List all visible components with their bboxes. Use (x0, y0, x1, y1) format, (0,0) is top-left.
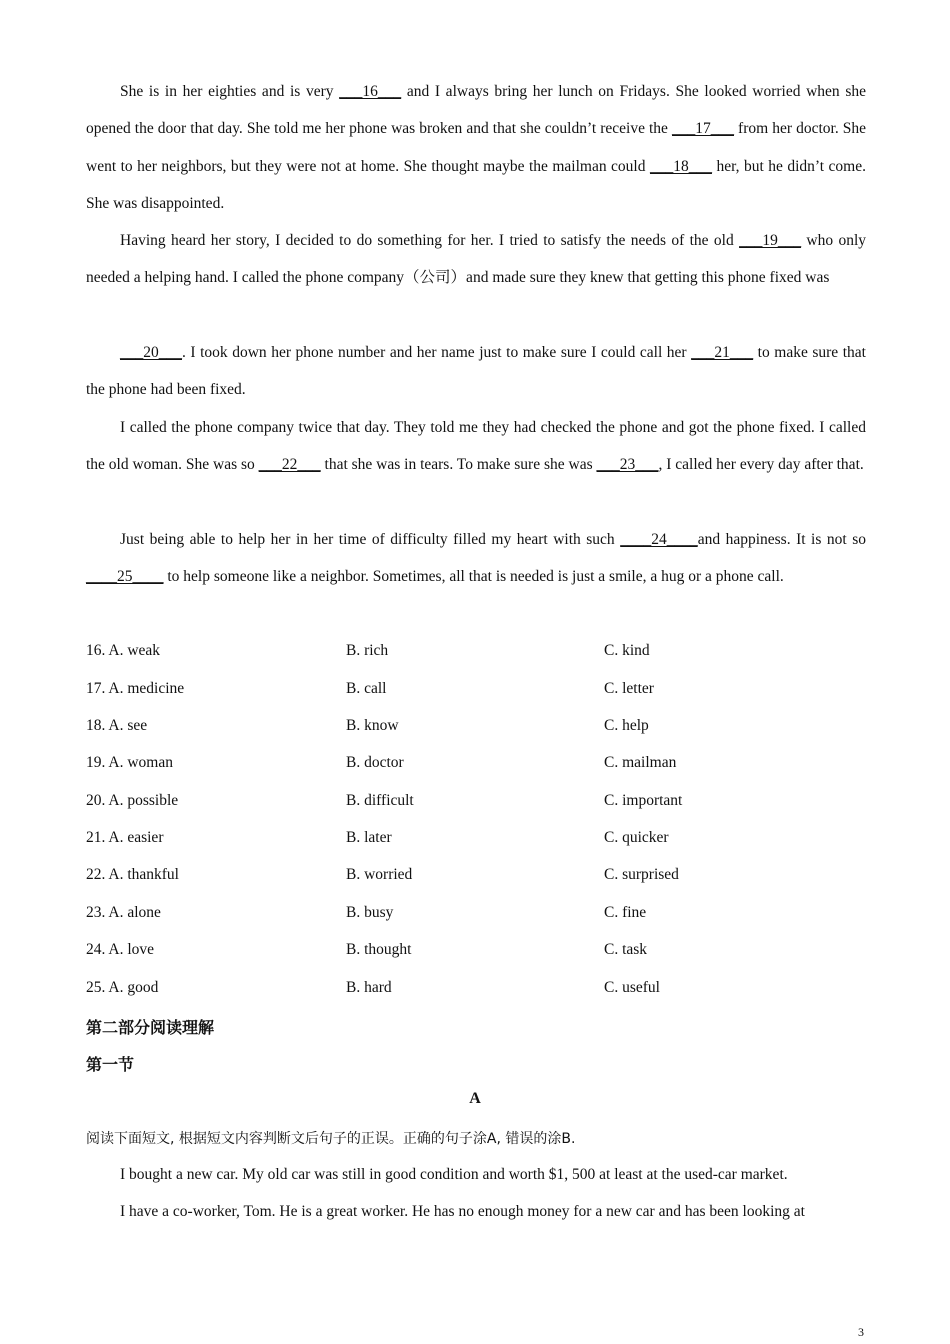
option-a: 25. A. good (86, 979, 159, 996)
option-row-21 (86, 829, 866, 859)
option-row-25 (86, 979, 866, 1009)
passage-label: A (469, 1090, 481, 1107)
blank-19: ___19___ (739, 232, 802, 249)
option-c: C. fine (604, 904, 647, 921)
option-a: 24. A. love (86, 941, 155, 958)
text: to help someone like a neighbor. Sometimes, all that is needed is just a smile, a hug or a phone call. (163, 568, 784, 586)
option-b: B. know (346, 717, 399, 734)
option-a: 17. A. medicine (86, 680, 185, 697)
text: her, but he didn’t come. She was disappointed. (86, 157, 866, 212)
blank-21: ___21___ (691, 344, 754, 361)
text: to make sure that the phone had been fixed. (86, 344, 866, 399)
option-c: C. task (604, 941, 648, 958)
option-row-22 (86, 866, 866, 896)
blank-23: ___23___ (596, 456, 659, 474)
text: and happiness. It is not so (697, 531, 867, 548)
option-b: B. difficult (346, 792, 414, 809)
option-c: C. kind (604, 642, 650, 659)
text: from her doctor. She went to her neighbors, but they were not at home. She thought maybe the mailman could (86, 120, 866, 175)
text: who only needed a helping hand. I called the phone company（公司）and made sure they knew that getting this phone fixed was (86, 232, 867, 287)
option-b: B. rich (346, 642, 389, 659)
blank-18: ___18___ (649, 157, 712, 175)
text: . I took down her phone number and her name just to make sure I could call her (182, 344, 692, 361)
reading-paragraph-2: I have a co-worker, Tom. He is a great worker. He has no enough money for a new car and has been looking at (120, 1203, 805, 1220)
option-c: C. quicker (604, 829, 669, 846)
option-row-23 (86, 904, 866, 934)
option-a: 16. A. weak (86, 642, 161, 659)
page-number: 3 (858, 1325, 864, 1339)
text: I called the phone company twice that day. They told me they had checked the phone and got the phone fixed. I called the old woman. She was so (86, 419, 866, 474)
option-c: C. surprised (604, 866, 679, 883)
option-a: 21. A. easier (86, 829, 164, 846)
blank-25: ____25____ (86, 568, 164, 586)
option-b: B. thought (346, 941, 412, 958)
option-a: 18. A. see (86, 717, 148, 734)
option-b: B. busy (346, 904, 394, 921)
option-c: C. mailman (604, 754, 677, 771)
blank-20: ___20___ (120, 344, 182, 361)
blank-16: ___16___ (339, 83, 402, 100)
option-b: B. worried (346, 866, 413, 883)
option-c: C. letter (604, 680, 654, 697)
instruction-text: 阅读下面短文, 根据短文内容判断文后句子的正误。正确的句子涂A, 错误的涂B. (86, 1131, 576, 1147)
option-row-20 (86, 792, 866, 822)
reading-paragraph-1: I bought a new car. My old car was still in good condition and worth $1, 500 at least at the used-car market. (120, 1166, 788, 1183)
blank-22: ___22___ (258, 456, 321, 474)
option-a: 20. A. possible (86, 792, 179, 809)
blank-24: ____24____ (620, 531, 698, 548)
option-a: 22. A. thankful (86, 866, 179, 883)
option-c: C. important (604, 792, 683, 809)
option-b: B. hard (346, 979, 392, 996)
passage-paragraph-4 (86, 409, 866, 484)
option-a: 23. A. alone (86, 904, 161, 921)
option-c: C. useful (604, 979, 660, 996)
passage-paragraph-5 (86, 521, 866, 596)
option-b: B. later (346, 829, 392, 846)
option-c: C. help (604, 717, 649, 734)
text: Just being able to help her in her time of difficulty filled my heart with such (120, 531, 621, 548)
option-b: B. doctor (346, 754, 404, 771)
option-row-19 (86, 754, 866, 784)
text: and I always bring her lunch on Fridays. She looked worried when she opened the door that day. She told me her phone was broken and that she couldn’t receive the (86, 83, 866, 138)
option-a: 19. A. woman (86, 754, 173, 771)
text: She is in her eighties and is very (120, 83, 340, 100)
option-row-16 (86, 642, 866, 672)
passage-paragraph-2 (86, 222, 866, 297)
option-b: B. call (346, 680, 387, 697)
text: Having heard her story, I decided to do something for her. I tried to satisfy the needs of the old (120, 232, 740, 249)
passage-paragraph-3 (86, 334, 866, 409)
blank-17: ___17___ (672, 120, 734, 138)
subsection-title: 第一节 (86, 1055, 135, 1074)
text: that she was in tears. To make sure she was (320, 456, 597, 474)
passage-paragraph-1 (86, 73, 866, 222)
text: , I called her every day after that. (658, 456, 864, 474)
option-row-17 (86, 680, 866, 710)
option-row-18 (86, 717, 866, 747)
part-title: 第二部分阅读理解 (86, 1018, 215, 1037)
option-row-24 (86, 941, 866, 971)
